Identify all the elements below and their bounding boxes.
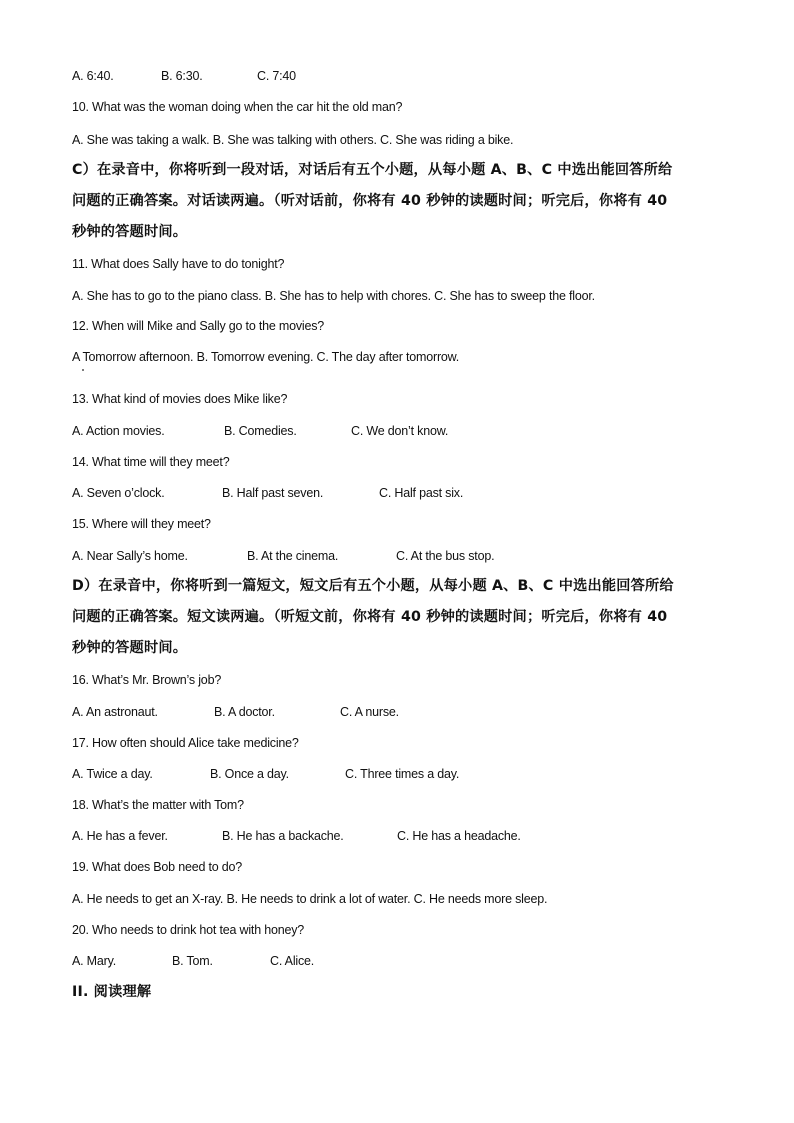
section-c-instruction-line1: C）在录音中，你将听到一段对话，对话后有五个小题，从每小题 A、B、C 中选出能回答所给 xyxy=(72,162,673,178)
q13-options xyxy=(72,423,448,439)
q18-question: 18. What’s the matter with Tom? xyxy=(72,798,244,812)
q15-options xyxy=(72,548,494,564)
option-b: B. He has a backache. xyxy=(222,829,344,843)
option-c: C. We don’t know. xyxy=(351,424,449,438)
option-b: B. A doctor. xyxy=(214,705,275,719)
section-ii-title: II. 阅读理解 xyxy=(72,984,152,1000)
q19-options: A. He needs to get an X-ray. B. He needs to drink a lot of water. C. He needs more sleep. xyxy=(72,892,548,906)
q17-question: 17. How often should Alice take medicine? xyxy=(72,736,299,750)
section-d-instruction-line2: 问题的正确答案。短文读两遍。（听短文前，你将有 40 秒钟的读题时间；听完后，你将有 40 xyxy=(72,609,668,625)
option-a: A. Action movies. xyxy=(72,424,165,438)
q16-question: 16. What’s Mr. Brown’s job? xyxy=(72,673,222,687)
q19-question: 19. What does Bob need to do? xyxy=(72,860,243,874)
q13-question: 13. What kind of movies does Mike like? xyxy=(72,392,288,406)
option-c: C. Three times a day. xyxy=(345,767,460,781)
q15-question: 15. Where will they meet? xyxy=(72,517,211,531)
option-a: A. An astronaut. xyxy=(72,705,158,719)
option-b: B. Half past seven. xyxy=(222,486,324,500)
q16-options xyxy=(72,704,399,720)
option-c: C. At the bus stop. xyxy=(396,549,495,563)
q10-options: A. She was taking a walk. B. She was talking with others. C. She was riding a bike. xyxy=(72,133,514,147)
q14-question: 14. What time will they meet? xyxy=(72,455,230,469)
option-a: A. Twice a day. xyxy=(72,767,153,781)
section-d-instruction-line1: D）在录音中，你将听到一篇短文，短文后有五个小题，从每小题 A、B、C 中选出能回答所给 xyxy=(72,578,674,594)
q14-options xyxy=(72,485,463,501)
section-c-instruction-line2: 问题的正确答案。对话读两遍。（听对话前，你将有 40 秒钟的读题时间；听完后，你将有 40 xyxy=(72,193,668,209)
option-c: C. Half past six. xyxy=(379,486,464,500)
option-c: C. A nurse. xyxy=(340,705,399,719)
option-c: C. He has a headache. xyxy=(397,829,521,843)
option-a: A. He has a fever. xyxy=(72,829,168,843)
q11-question: 11. What does Sally have to do tonight? xyxy=(72,257,285,271)
q11-options: A. She has to go to the piano class. B. She has to help with chores. C. She has to sweep the floor. xyxy=(72,289,595,303)
q20-question: 20. Who needs to drink hot tea with honey? xyxy=(72,923,305,937)
q9-options xyxy=(72,68,296,84)
option-b: B. 6:30. xyxy=(161,69,203,83)
option-b: B. At the cinema. xyxy=(247,549,339,563)
stray-dot xyxy=(82,369,84,371)
q20-options xyxy=(72,953,314,969)
q12-question: 12. When will Mike and Sally go to the movies? xyxy=(72,319,325,333)
option-b: B. Once a day. xyxy=(210,767,289,781)
option-c: C. 7:40 xyxy=(257,69,296,83)
option-a: A. Seven o’clock. xyxy=(72,486,165,500)
option-c: C. Alice. xyxy=(270,954,315,968)
option-a: A. Near Sally’s home. xyxy=(72,549,188,563)
q12-options: A Tomorrow afternoon. B. Tomorrow evening. C. The day after tomorrow. xyxy=(72,350,460,364)
option-a: A. 6:40. xyxy=(72,69,114,83)
q18-options xyxy=(72,828,521,844)
option-b: B. Comedies. xyxy=(224,424,297,438)
section-c-instruction-line3: 秒钟的答题时间。 xyxy=(72,224,188,240)
q10-question: 10. What was the woman doing when the car hit the old man? xyxy=(72,100,403,114)
option-b: B. Tom. xyxy=(172,954,213,968)
option-a: A. Mary. xyxy=(72,954,117,968)
q17-options xyxy=(72,766,459,782)
section-d-instruction-line3: 秒钟的答题时间。 xyxy=(72,640,188,656)
